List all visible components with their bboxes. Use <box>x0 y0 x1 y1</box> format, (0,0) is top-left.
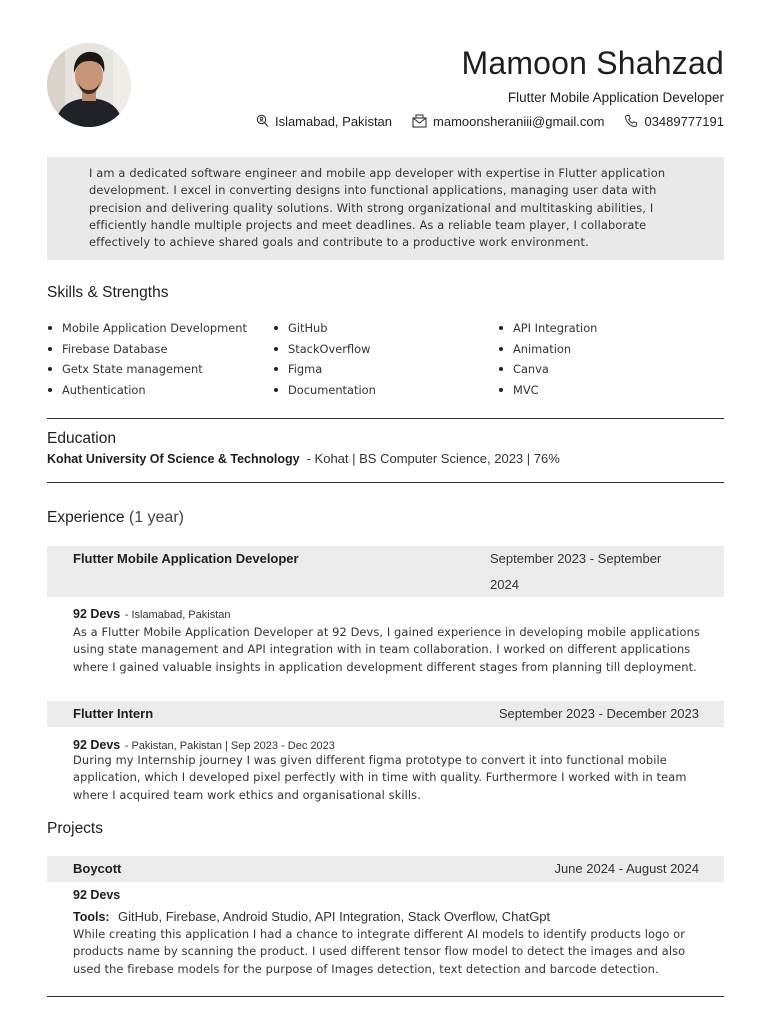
summary-box <box>47 157 724 260</box>
tools-label: Tools: <box>73 910 110 924</box>
skill-item: Getx State management <box>48 359 247 380</box>
job-title: Flutter Mobile Application Developer <box>73 551 299 566</box>
skill-item: Mobile Application Development <box>48 318 247 339</box>
skills-column-3 <box>499 318 597 400</box>
email-text[interactable]: mamoonsheraniii@gmail.com <box>433 113 605 129</box>
company-name: 92 Devs <box>73 738 121 752</box>
skill-item: Canva <box>499 359 597 380</box>
candidate-name: Mamoon Shahzad <box>461 45 724 81</box>
job-date: September 2023 - September <box>490 551 662 566</box>
job-description: As a Flutter Mobile Application Developer at 92 Devs, I gained experience in developing mobile applications using state management and API integration with in team collaboration. I worked on different applications where I gained valuable insights in application development different stages from planning till deployment. <box>73 625 700 674</box>
divider <box>47 418 724 419</box>
education-entry <box>47 451 560 466</box>
education-school: Kohat University Of Science & Technology <box>47 452 300 466</box>
education-title: Education <box>47 430 116 447</box>
skill-item: API Integration <box>499 318 597 339</box>
project-date: June 2024 - August 2024 <box>554 861 699 876</box>
job-date-continued: 2024 <box>490 577 519 592</box>
project-company <box>73 886 120 904</box>
project-header-bar <box>47 856 724 882</box>
projects-title: Projects <box>47 820 103 837</box>
profile-photo <box>47 43 131 127</box>
skill-item: Animation <box>499 339 597 360</box>
job-title: Flutter Intern <box>73 706 154 721</box>
divider <box>47 996 724 997</box>
skill-item: StackOverflow <box>274 339 376 360</box>
skill-item: Authentication <box>48 380 247 401</box>
contact-location <box>255 114 392 129</box>
skills-column-1 <box>48 318 247 400</box>
divider <box>47 482 724 483</box>
mail-icon <box>412 114 427 128</box>
company-name: 92 Devs <box>73 607 121 621</box>
project-org: 92 Devs <box>73 888 121 902</box>
tools-list: GitHub, Firebase, Android Studio, API Integration, Stack Overflow, ChatGpt <box>118 909 551 924</box>
experience-header-bar <box>47 546 724 597</box>
phone-text[interactable]: 03489777191 <box>644 113 724 129</box>
contact-phone[interactable] <box>624 114 724 129</box>
contact-row <box>255 111 724 131</box>
job-company <box>73 605 231 623</box>
skill-item: Firebase Database <box>48 339 247 360</box>
location-search-icon <box>255 114 269 128</box>
candidate-role: Flutter Mobile Application Developer <box>507 90 724 105</box>
skill-item: MVC <box>499 380 597 401</box>
skill-item: Documentation <box>274 380 376 401</box>
summary-text: I am a dedicated software engineer and mobile app developer with expertise in Flutter application development. I excel in converting designs into functional applications, managing user data with precision and delivering quality solutions. With strong organizational and multitasking abilities, I efficiently handle multiple projects and meet deadlines. As a reliable team player, I collaborate effectively to achieve shared goals and contribute to a productive work environment. <box>89 166 666 250</box>
experience-duration: (1 year) <box>128 509 184 526</box>
project-title: Boycott <box>73 861 122 876</box>
location-text: Islamabad, Pakistan <box>274 113 393 129</box>
skills-column-2 <box>274 318 376 400</box>
phone-icon <box>624 114 638 128</box>
company-location: - Pakistan, Pakistan | Sep 2023 - Dec 2023 <box>124 740 335 752</box>
project-tools <box>73 908 550 926</box>
skills-title: Skills & Strengths <box>47 284 169 301</box>
experience-title <box>47 509 184 527</box>
skill-item: Figma <box>274 359 376 380</box>
skill-item: GitHub <box>274 318 376 339</box>
company-location: - Islamabad, Pakistan <box>124 609 231 621</box>
experience-header-bar <box>47 701 724 727</box>
experience-heading: Experience <box>47 509 125 526</box>
job-date: September 2023 - December 2023 <box>498 706 699 721</box>
job-description: During my Internship journey I was given different figma prototype to convert it into functional mobile application, which I developed pixel perfectly with in time with quality. Furthermore I worked with in team where I acquired team work ethics and organisational skills. <box>73 753 687 802</box>
project-description: While creating this application I had a chance to integrate different AI models to identify products logo or products name by scanning the product. I used different tensor flow model to detect the images and also used the firebase models for the purpose of Images detection, text detection and barcode detection. <box>73 927 686 976</box>
contact-email[interactable] <box>412 114 604 129</box>
education-details: - Kohat | BS Computer Science, 2023 | 76% <box>306 451 560 466</box>
